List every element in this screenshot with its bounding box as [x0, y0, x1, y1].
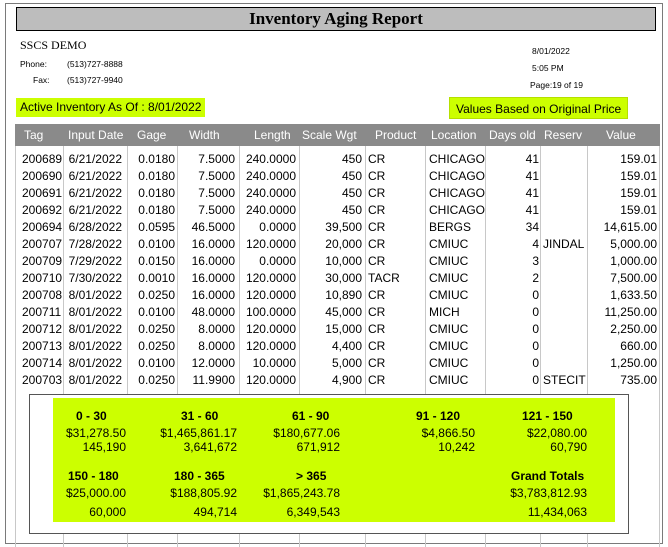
bucket-label-over-365: > 365 [296, 469, 327, 483]
cell-scale-wgt: 450 [341, 152, 362, 166]
report-title: Inventory Aging Report [16, 7, 656, 31]
cell-value: 1,633.50 [610, 288, 657, 302]
col-header-tag: Tag [24, 128, 44, 142]
table-row [15, 321, 660, 338]
cell-length: 240.0000 [245, 169, 296, 183]
cell-days-old: 4 [532, 237, 539, 251]
cell-scale-wgt: 10,000 [325, 254, 362, 268]
cell-input-date: 8/01/2022 [68, 373, 122, 387]
phone-number: (513)727-8888 [67, 59, 123, 69]
bucket-value-150-180: $25,000.00 [65, 486, 126, 500]
cell-gage: 0.0250 [138, 288, 175, 302]
cell-length: 120.0000 [245, 322, 296, 336]
cell-location: CMIUC [429, 322, 469, 336]
cell-gage: 0.0100 [138, 305, 175, 319]
cell-location: CMIUC [429, 288, 469, 302]
col-header-length: Length [254, 128, 291, 142]
cell-days-old: 34 [525, 220, 539, 234]
cell-days-old: 0 [532, 339, 539, 353]
grand-totals-label: Grand Totals [511, 469, 585, 483]
cell-product: CR [368, 186, 386, 200]
bucket-value-0-30: $31,278.50 [65, 426, 126, 440]
cell-product: CR [368, 373, 386, 387]
cell-product: TACR [368, 271, 400, 285]
cell-gage: 0.0250 [138, 373, 175, 387]
cell-scale-wgt: 450 [341, 203, 362, 217]
table-row [15, 236, 660, 253]
cell-gage: 0.0250 [138, 322, 175, 336]
cell-value: 159.01 [620, 203, 657, 217]
cell-width: 8.0000 [198, 322, 235, 336]
cell-location: MICH [429, 305, 460, 319]
col-header-gage: Gage [137, 128, 167, 142]
cell-value: 1,000.00 [610, 254, 657, 268]
cell-location: CHICAGO [429, 169, 486, 183]
bucket-weight-91-120: 10,242 [438, 440, 475, 454]
cell-scale-wgt: 450 [341, 186, 362, 200]
table-row [15, 151, 660, 168]
cell-product: CR [368, 322, 386, 336]
col-header-location: Location [431, 128, 477, 142]
cell-location: CMIUC [429, 254, 469, 268]
cell-input-date: 6/21/2022 [68, 203, 122, 217]
cell-width: 7.5000 [198, 169, 235, 183]
cell-tag: 200714 [22, 356, 63, 370]
cell-days-old: 41 [525, 152, 539, 166]
cell-width: 11.9900 [192, 373, 235, 387]
cell-scale-wgt: 39,500 [325, 220, 362, 234]
cell-gage: 0.0180 [138, 169, 175, 183]
cell-input-date: 6/21/2022 [68, 152, 122, 166]
col-header-reserv: Reserv [544, 128, 583, 142]
table-row [15, 372, 660, 389]
cell-length: 120.0000 [245, 373, 296, 387]
cell-width: 12.0000 [191, 356, 235, 370]
cell-reserv: STECIT [543, 373, 586, 387]
cell-location: BERGS [429, 220, 472, 234]
cell-days-old: 41 [525, 186, 539, 200]
cell-length: 240.0000 [245, 152, 296, 166]
cell-product: CR [368, 220, 386, 234]
bucket-label-180-365: 180 - 365 [174, 469, 225, 483]
cell-input-date: 8/01/2022 [68, 322, 122, 336]
cell-scale-wgt: 15,000 [325, 322, 362, 336]
table-row [15, 219, 660, 236]
cell-tag: 200707 [22, 237, 63, 251]
table-row [15, 304, 660, 321]
cell-scale-wgt: 30,000 [325, 271, 362, 285]
fax-label: Fax: [33, 75, 50, 85]
cell-input-date: 8/01/2022 [68, 305, 122, 319]
cell-width: 16.0000 [191, 288, 235, 302]
bucket-label-61-90: 61 - 90 [292, 409, 330, 423]
grand-totals-value: $3,783,812.93 [510, 486, 587, 500]
cell-gage: 0.0180 [138, 203, 175, 217]
table-row [15, 168, 660, 185]
cell-tag: 200694 [22, 220, 63, 234]
cell-gage: 0.0180 [138, 186, 175, 200]
bucket-weight-180-365: 494,714 [193, 505, 237, 519]
cell-gage: 0.0180 [138, 152, 175, 166]
cell-input-date: 7/28/2022 [68, 237, 122, 251]
col-header-days-old: Days old [489, 128, 536, 142]
cell-input-date: 8/01/2022 [68, 339, 122, 353]
cell-input-date: 6/21/2022 [68, 169, 122, 183]
cell-location: CMIUC [429, 339, 469, 353]
cell-value: 1,250.00 [610, 356, 657, 370]
cell-product: CR [368, 339, 386, 353]
cell-scale-wgt: 20,000 [325, 237, 362, 251]
bucket-label-31-60: 31 - 60 [181, 409, 219, 423]
bucket-label-91-120: 91 - 120 [416, 409, 461, 423]
cell-product: CR [368, 254, 386, 268]
bucket-weight-61-90: 671,912 [296, 440, 340, 454]
cell-value: 5,000.00 [610, 237, 657, 251]
active-inventory-banner: Active Inventory As Of : 8/01/2022 [16, 98, 205, 117]
cell-tag: 200711 [22, 305, 62, 319]
bucket-value-over-365: $1,865,243.78 [263, 486, 340, 500]
bucket-weight-0-30: 145,190 [82, 440, 126, 454]
cell-location: CHICAGO [429, 186, 486, 200]
page-number: Page:19 of 19 [530, 80, 583, 90]
cell-product: CR [368, 305, 386, 319]
cell-product: CR [368, 288, 386, 302]
bucket-value-61-90: $180,677.06 [273, 426, 340, 440]
cell-days-old: 0 [532, 322, 539, 336]
cell-length: 120.0000 [245, 271, 296, 285]
cell-scale-wgt: 10,890 [325, 288, 362, 302]
cell-days-old: 41 [525, 203, 539, 217]
cell-scale-wgt: 5,000 [331, 356, 362, 370]
grand-totals-weight: 11,434,063 [527, 505, 587, 519]
cell-product: CR [368, 237, 386, 251]
cell-scale-wgt: 4,400 [331, 339, 362, 353]
col-header-input-date: Input Date [68, 128, 124, 142]
bucket-label-121-150: 121 - 150 [522, 409, 573, 423]
bucket-label-0-30: 0 - 30 [76, 409, 107, 423]
cell-length: 10.0000 [252, 356, 296, 370]
table-row [15, 185, 660, 202]
cell-width: 7.5000 [198, 152, 235, 166]
cell-tag: 200689 [22, 152, 63, 166]
bucket-value-121-150: $22,080.00 [526, 426, 587, 440]
cell-value: 159.01 [620, 186, 657, 200]
cell-value: 159.01 [620, 169, 657, 183]
cell-gage: 0.0100 [138, 356, 175, 370]
cell-length: 240.0000 [245, 203, 296, 217]
cell-days-old: 0 [532, 373, 539, 387]
phone-label: Phone: [20, 59, 47, 69]
cell-width: 7.5000 [198, 186, 235, 200]
bucket-weight-over-365: 6,349,543 [286, 505, 340, 519]
table-row [15, 287, 660, 304]
cell-gage: 0.0250 [138, 339, 175, 353]
cell-length: 240.0000 [245, 186, 296, 200]
cell-tag: 200712 [22, 322, 63, 336]
values-basis-banner: Values Based on Original Price [450, 98, 627, 118]
cell-value: 735.00 [620, 373, 657, 387]
cell-scale-wgt: 4,900 [331, 373, 362, 387]
table-header [15, 124, 660, 146]
cell-location: CHICAGO [429, 152, 486, 166]
cell-value: 660.00 [620, 339, 657, 353]
cell-width: 16.0000 [191, 254, 235, 268]
cell-width: 16.0000 [191, 237, 235, 251]
cell-value: 11,250.00 [604, 305, 657, 319]
cell-input-date: 7/30/2022 [68, 271, 122, 285]
cell-width: 7.5000 [198, 203, 235, 217]
cell-product: CR [368, 356, 386, 370]
bucket-value-180-365: $188,805.92 [170, 486, 237, 500]
cell-input-date: 7/29/2022 [68, 254, 122, 268]
table-row [15, 202, 660, 219]
cell-width: 16.0000 [191, 271, 235, 285]
cell-location: CHICAGO [429, 203, 486, 217]
cell-days-old: 2 [532, 271, 539, 285]
cell-value: 14,615.00 [603, 220, 657, 234]
cell-input-date: 6/28/2022 [68, 220, 122, 234]
cell-location: CMIUC [429, 271, 469, 285]
cell-scale-wgt: 450 [341, 169, 362, 183]
cell-width: 8.0000 [198, 339, 235, 353]
cell-location: CMIUC [429, 356, 469, 370]
col-header-product: Product [375, 128, 417, 142]
cell-gage: 0.0595 [138, 220, 175, 234]
cell-gage: 0.0100 [138, 237, 175, 251]
cell-tag: 200708 [22, 288, 63, 302]
fax-number: (513)727-9940 [67, 75, 123, 85]
cell-product: CR [368, 169, 386, 183]
cell-tag: 200713 [22, 339, 63, 353]
cell-length: 120.0000 [245, 288, 296, 302]
cell-width: 48.0000 [191, 305, 235, 319]
table-row [15, 253, 660, 270]
cell-input-date: 8/01/2022 [68, 288, 122, 302]
table-row [15, 270, 660, 287]
cell-days-old: 41 [525, 169, 539, 183]
cell-value: 159.01 [620, 152, 657, 166]
bucket-value-91-120: $4,866.50 [421, 426, 475, 440]
cell-tag: 200692 [22, 203, 63, 217]
cell-input-date: 6/21/2022 [68, 186, 122, 200]
col-header-scale-wgt: Scale Wgt [302, 128, 357, 142]
cell-product: CR [368, 203, 386, 217]
bucket-weight-121-150: 60,790 [550, 440, 587, 454]
cell-width: 46.5000 [191, 220, 235, 234]
cell-location: CMIUC [429, 237, 469, 251]
cell-length: 120.0000 [245, 237, 296, 251]
cell-length: 100.0000 [245, 305, 296, 319]
cell-location: CMIUC [429, 373, 469, 387]
cell-tag: 200710 [22, 271, 63, 285]
cell-length: 0.0000 [259, 220, 296, 234]
bucket-value-31-60: $1,465,861.17 [160, 426, 237, 440]
cell-length: 0.0000 [259, 254, 296, 268]
cell-input-date: 8/01/2022 [68, 356, 122, 370]
company-name: SSCS DEMO [20, 38, 87, 52]
cell-tag: 200690 [22, 169, 63, 183]
col-header-width: Width [189, 128, 220, 142]
table-row [15, 338, 660, 355]
table-row [15, 355, 660, 372]
cell-tag: 200703 [22, 373, 63, 387]
cell-days-old: 0 [532, 356, 539, 370]
cell-gage: 0.0150 [138, 254, 175, 268]
col-header-value: Value [606, 128, 636, 142]
report-time: 5:05 PM [532, 63, 564, 73]
cell-gage: 0.0010 [138, 271, 175, 285]
report-date: 8/01/2022 [532, 46, 570, 56]
bucket-label-150-180: 150 - 180 [68, 469, 119, 483]
cell-days-old: 0 [532, 288, 539, 302]
bucket-weight-150-180: 60,000 [89, 505, 126, 519]
cell-product: CR [368, 152, 386, 166]
cell-reserv: JINDAL [543, 237, 585, 251]
cell-value: 7,500.00 [610, 271, 657, 285]
cell-tag: 200691 [22, 186, 63, 200]
cell-length: 120.0000 [245, 339, 296, 353]
cell-tag: 200709 [22, 254, 63, 268]
table-body [15, 151, 660, 389]
cell-value: 2,250.00 [610, 322, 657, 336]
cell-days-old: 3 [532, 254, 539, 268]
cell-scale-wgt: 45,000 [325, 305, 362, 319]
bucket-weight-31-60: 3,641,672 [183, 440, 237, 454]
cell-days-old: 0 [532, 305, 539, 319]
